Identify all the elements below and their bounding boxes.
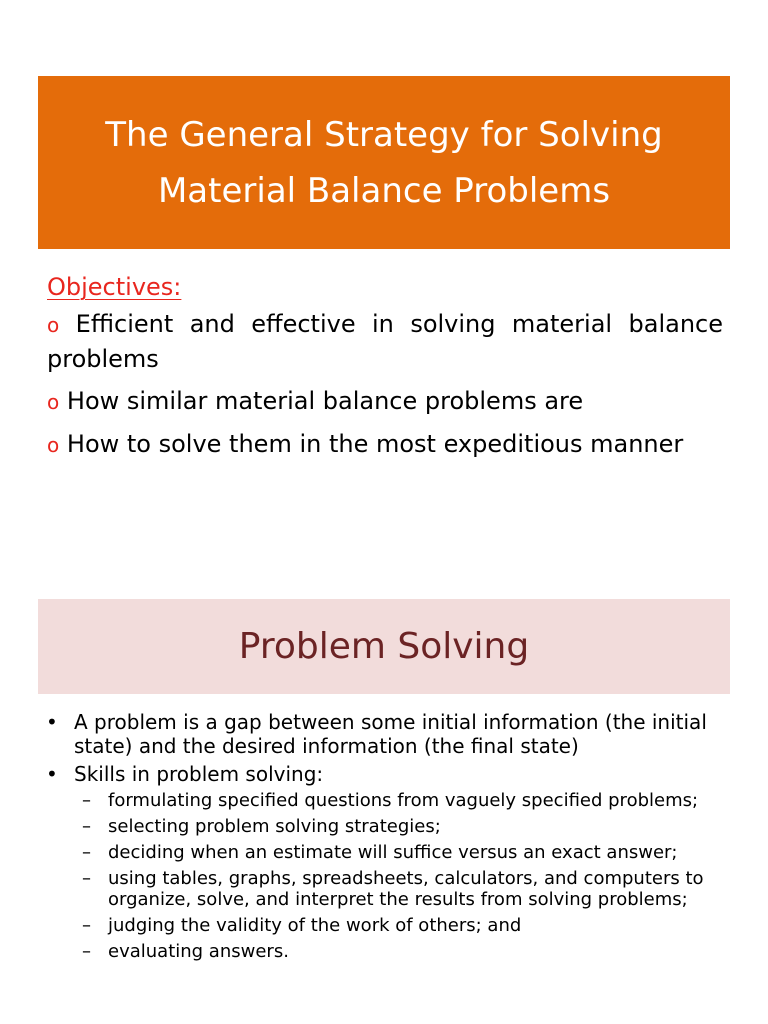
skill-text: selecting problem solving strategies;: [108, 816, 441, 837]
objective-item: [47, 384, 723, 419]
skill-text: evaluating answers.: [108, 941, 289, 962]
skill-item: [46, 868, 726, 910]
skill-text: deciding when an estimate will suffice versus an exact answer;: [108, 842, 678, 863]
dash-bullet-icon: –: [82, 842, 91, 863]
skill-text: formulating specified questions from vaguely specified problems;: [108, 790, 699, 811]
dash-bullet-icon: –: [82, 790, 91, 811]
dash-bullet-icon: –: [82, 915, 91, 936]
skill-item: [46, 842, 726, 863]
objective-text: How to solve them in the most expeditious manner: [66, 430, 684, 458]
skill-item: [46, 816, 726, 837]
circle-bullet-icon: o: [47, 313, 60, 337]
dash-bullet-icon: –: [82, 816, 91, 837]
skills-sublist: [46, 790, 726, 962]
bullet-text: A problem is a gap between some initial information (the initial state) and the desired information (the final state): [74, 710, 707, 758]
bullet-item: [46, 762, 726, 786]
objective-text: How similar material balance problems are: [66, 387, 584, 415]
objective-item: [47, 427, 723, 462]
circle-bullet-icon: o: [47, 433, 60, 457]
objectives-section: [47, 270, 723, 470]
bullet-item: [46, 710, 726, 758]
dash-bullet-icon: –: [82, 941, 91, 962]
objective-text: Efficient and effective in solving material balance problems: [47, 310, 723, 373]
objectives-heading: Objectives:: [47, 273, 182, 301]
skill-item: [46, 915, 726, 936]
problem-solving-list: [46, 710, 726, 967]
bullet-dot-icon: •: [46, 710, 58, 734]
bullet-dot-icon: •: [46, 762, 58, 786]
dash-bullet-icon: –: [82, 868, 91, 889]
slide-title-bar: [38, 76, 730, 249]
slide-title: The General Strategy for Solving Material Balance Problems: [105, 114, 663, 211]
problem-solving-title-bar: [38, 599, 730, 694]
skill-text: using tables, graphs, spreadsheets, calculators, and computers to organize, solve, and interpret the results from solving problems;: [108, 868, 704, 910]
objective-item: [47, 307, 723, 376]
problem-solving-title: Problem Solving: [238, 626, 530, 667]
skill-item: [46, 790, 726, 811]
skill-text: judging the validity of the work of others; and: [108, 915, 522, 936]
bullet-text: Skills in problem solving:: [74, 762, 324, 786]
circle-bullet-icon: o: [47, 390, 60, 414]
skill-item: [46, 941, 726, 962]
